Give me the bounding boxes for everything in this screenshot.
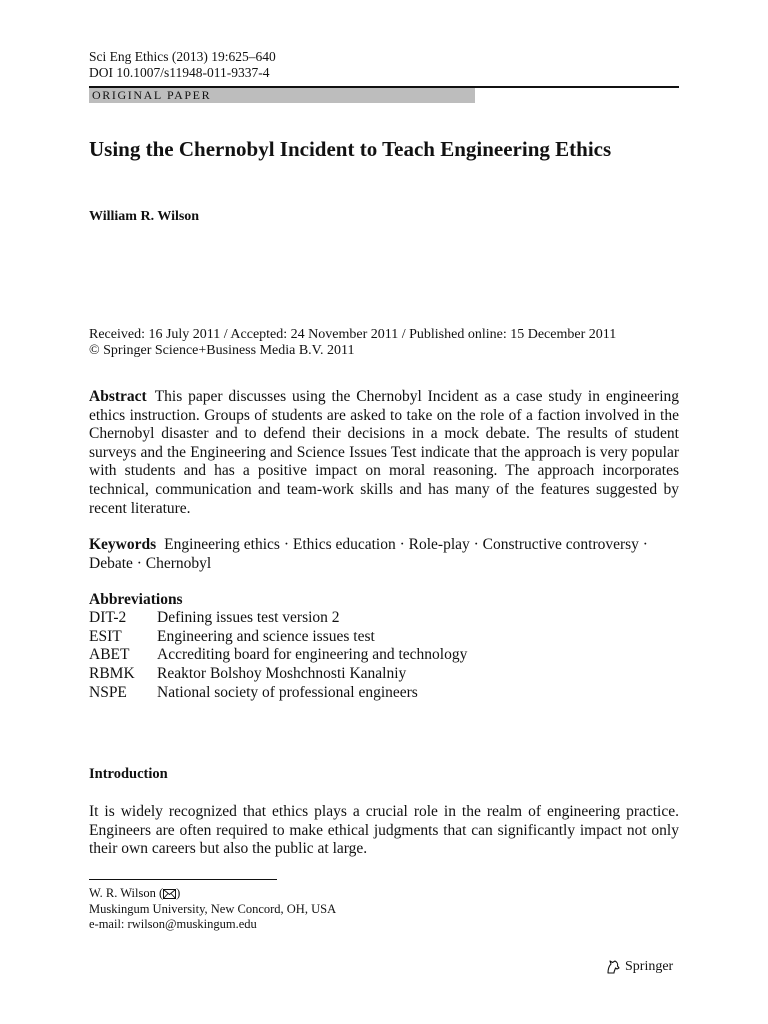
abbreviation-key: ESIT: [89, 627, 122, 645]
abbreviation-key: NSPE: [89, 683, 127, 701]
abbreviation-row: [89, 665, 467, 684]
journal-header: [89, 49, 276, 81]
author-footnote: [89, 886, 336, 933]
introduction-heading: Introduction: [89, 766, 168, 782]
abbreviation-meaning: Defining issues test version 2: [157, 609, 340, 626]
footnote-name-end: ): [176, 886, 181, 900]
abbreviation-key: RBMK: [89, 665, 135, 683]
abstract-label: Abstract: [89, 388, 147, 405]
footnote-name: W. R. Wilson (: [89, 886, 164, 900]
abbreviation-key: ABET: [89, 646, 130, 664]
abbreviation-row: [89, 609, 467, 628]
footnote-affiliation: Muskingum University, New Concord, OH, USA: [89, 901, 337, 916]
publisher-name: Springer: [625, 959, 674, 974]
abbreviation-row: [89, 628, 467, 647]
keywords-label: Keywords: [89, 536, 157, 553]
publication-dates: [89, 327, 616, 359]
footnote-name-line: [89, 886, 336, 902]
abbreviation-row: [89, 646, 467, 665]
doi: DOI 10.1007/s11948-011-9337-4: [89, 65, 270, 80]
abbreviation-meaning: Accrediting board for engineering and technology: [157, 646, 468, 664]
abbreviation-key: DIT-2: [89, 609, 127, 626]
dates-line: Received: 16 July 2011 / Accepted: 24 November 2011 / Published online: 15 December 2011: [89, 327, 617, 342]
abbreviation-meaning: Engineering and science issues test: [157, 627, 375, 645]
keywords-text: Engineering ethics · Ethics education · Role-play · Constructive controversy · Debate · Chernobyl: [89, 536, 648, 572]
abstract: [89, 388, 679, 518]
envelope-icon: [163, 889, 176, 899]
footnote-email: e-mail: rwilson@muskingum.edu: [89, 917, 257, 931]
article-type-bar: ORIGINAL PAPER: [89, 88, 475, 103]
abstract-text: This paper discusses using the Chernobyl Incident as a case study in engineering ethics instruction. Groups of students are asked to take on the role of a faction involved in the Chernobyl disaster and to defend their decisions in a mock debate. The results of student surveys and the Engineering and Science Issues Test indicate that the approach is very popular with students and has a positive impact on moral reasoning. The approach incorporates technical, communication and team-work skills and has many of the features suggested by recent literature.: [89, 388, 679, 517]
keywords: [89, 536, 679, 573]
article-title: Using the Chernobyl Incident to Teach Engineering Ethics: [89, 137, 612, 161]
publisher-logo: [605, 959, 673, 975]
abbreviation-meaning: National society of professional engineers: [157, 683, 418, 701]
journal-citation: Sci Eng Ethics (2013) 19:625–640: [89, 49, 276, 64]
author-name: William R. Wilson: [89, 209, 200, 224]
abbreviation-meaning: Reaktor Bolshoy Moshchnosti Kanalniy: [157, 665, 407, 683]
abbreviations-heading: Abbreviations: [89, 591, 183, 608]
introduction-text: It is widely recognized that ethics plays a crucial role in the realm of engineering practice. Engineers are often required to make ethical judgments that can significantly impact not only their own careers but also the public at large.: [89, 803, 679, 858]
abbreviations-list: [89, 609, 467, 703]
springer-horse-icon: [605, 959, 621, 975]
footnote-rule: [89, 879, 277, 880]
copyright-line: © Springer Science+Business Media B.V. 2011: [89, 343, 355, 358]
abbreviation-row: [89, 684, 467, 703]
